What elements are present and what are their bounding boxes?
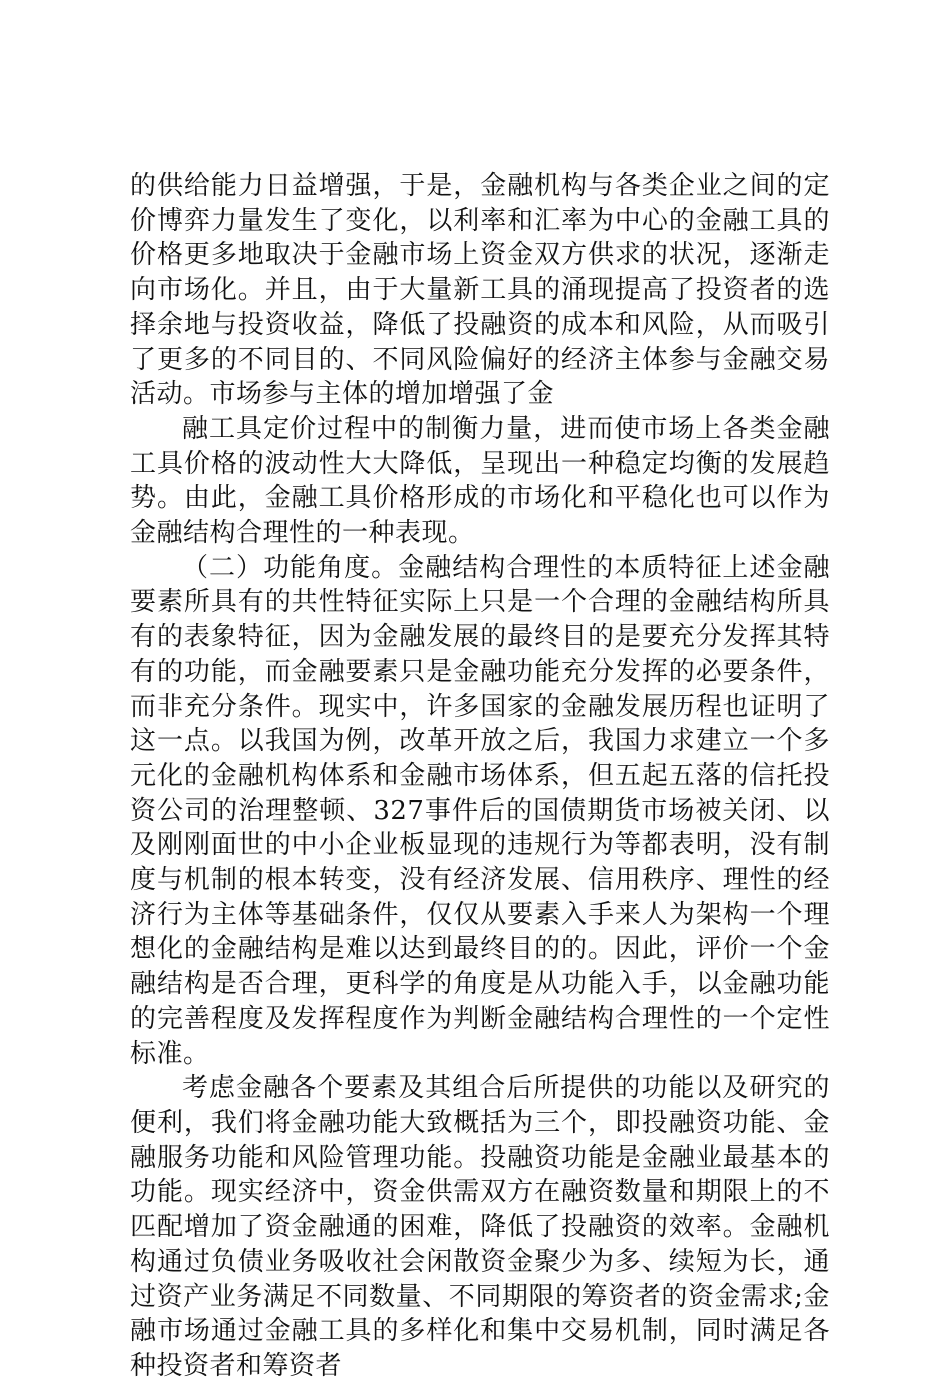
paragraph: 的供给能力日益增强，于是，金融机构与各类企业之间的定价博弈力量发生了变化，以利率和汇率为中心的金融工具的价格更多地取决于金融市场上资金双方供求的状况，逐渐走向市场化。并且，由于大量新工具的涌现提高了投资者的选择余地与投资收益，降低了投融资的成本和风险，从而吸引了更多的不同目的、不同风险偏好的经济主体参与金融交易活动。市场参与主体的增加增强了金 (130, 171, 830, 410)
document-body (130, 169, 830, 1384)
paragraph: 融工具定价过程中的制衡力量，进而使市场上各类金融工具价格的波动性大大降低，呈现出一种稳定均衡的发展趋势。由此，金融工具价格形成的市场化和平稳化也可以作为金融结构合理性的一种表现。 (130, 413, 830, 549)
paragraph: （二）功能角度。金融结构合理性的本质特征上述金融要素所具有的共性特征实际上只是一个合理的金融结构所具有的表象特征，因为金融发展的最终目的是要充分发挥其特有的功能，而金融要素只是金融功能充分发挥的必要条件，而非充分条件。现实中，许多国家的金融发展历程也证明了这一点。以我国为例，改革开放之后，我国力求建立一个多元化的金融机构体系和金融市场体系，但五起五落的信托投资公司的治理整顿、327事件后的国债期货市场被关闭、以及刚刚面世的中小企业板显现的违规行为等都表明，没有制度与机制的根本转变，没有经济发展、信用秩序、理性的经济行为主体等基础条件，仅仅从要素入手来人为架构一个理想化的金融结构是难以达到最终目的的。因此，评价一个金融结构是否合理，更科学的角度是从功能入手，以金融功能的完善程度及发挥程度作为判断金融结构合理性的一个定性标准。 (130, 552, 830, 1069)
paragraph: 考虑金融各个要素及其组合后所提供的功能以及研究的便利，我们将金融功能大致概括为三个，即投融资功能、金融服务功能和风险管理功能。投融资功能是金融业最基本的功能。现实经济中，资金供需双方在融资数量和期限上的不匹配增加了资金融通的困难，降低了投融资的效率。金融机构通过负债业务吸收社会闲散资金聚少为多、续短为长，通过资产业务满足不同数量、不同期限的筹资者的资金需求;金融市场通过金融工具的多样化和集中交易机制，同时满足各种投资者和筹资者 (130, 1073, 830, 1381)
